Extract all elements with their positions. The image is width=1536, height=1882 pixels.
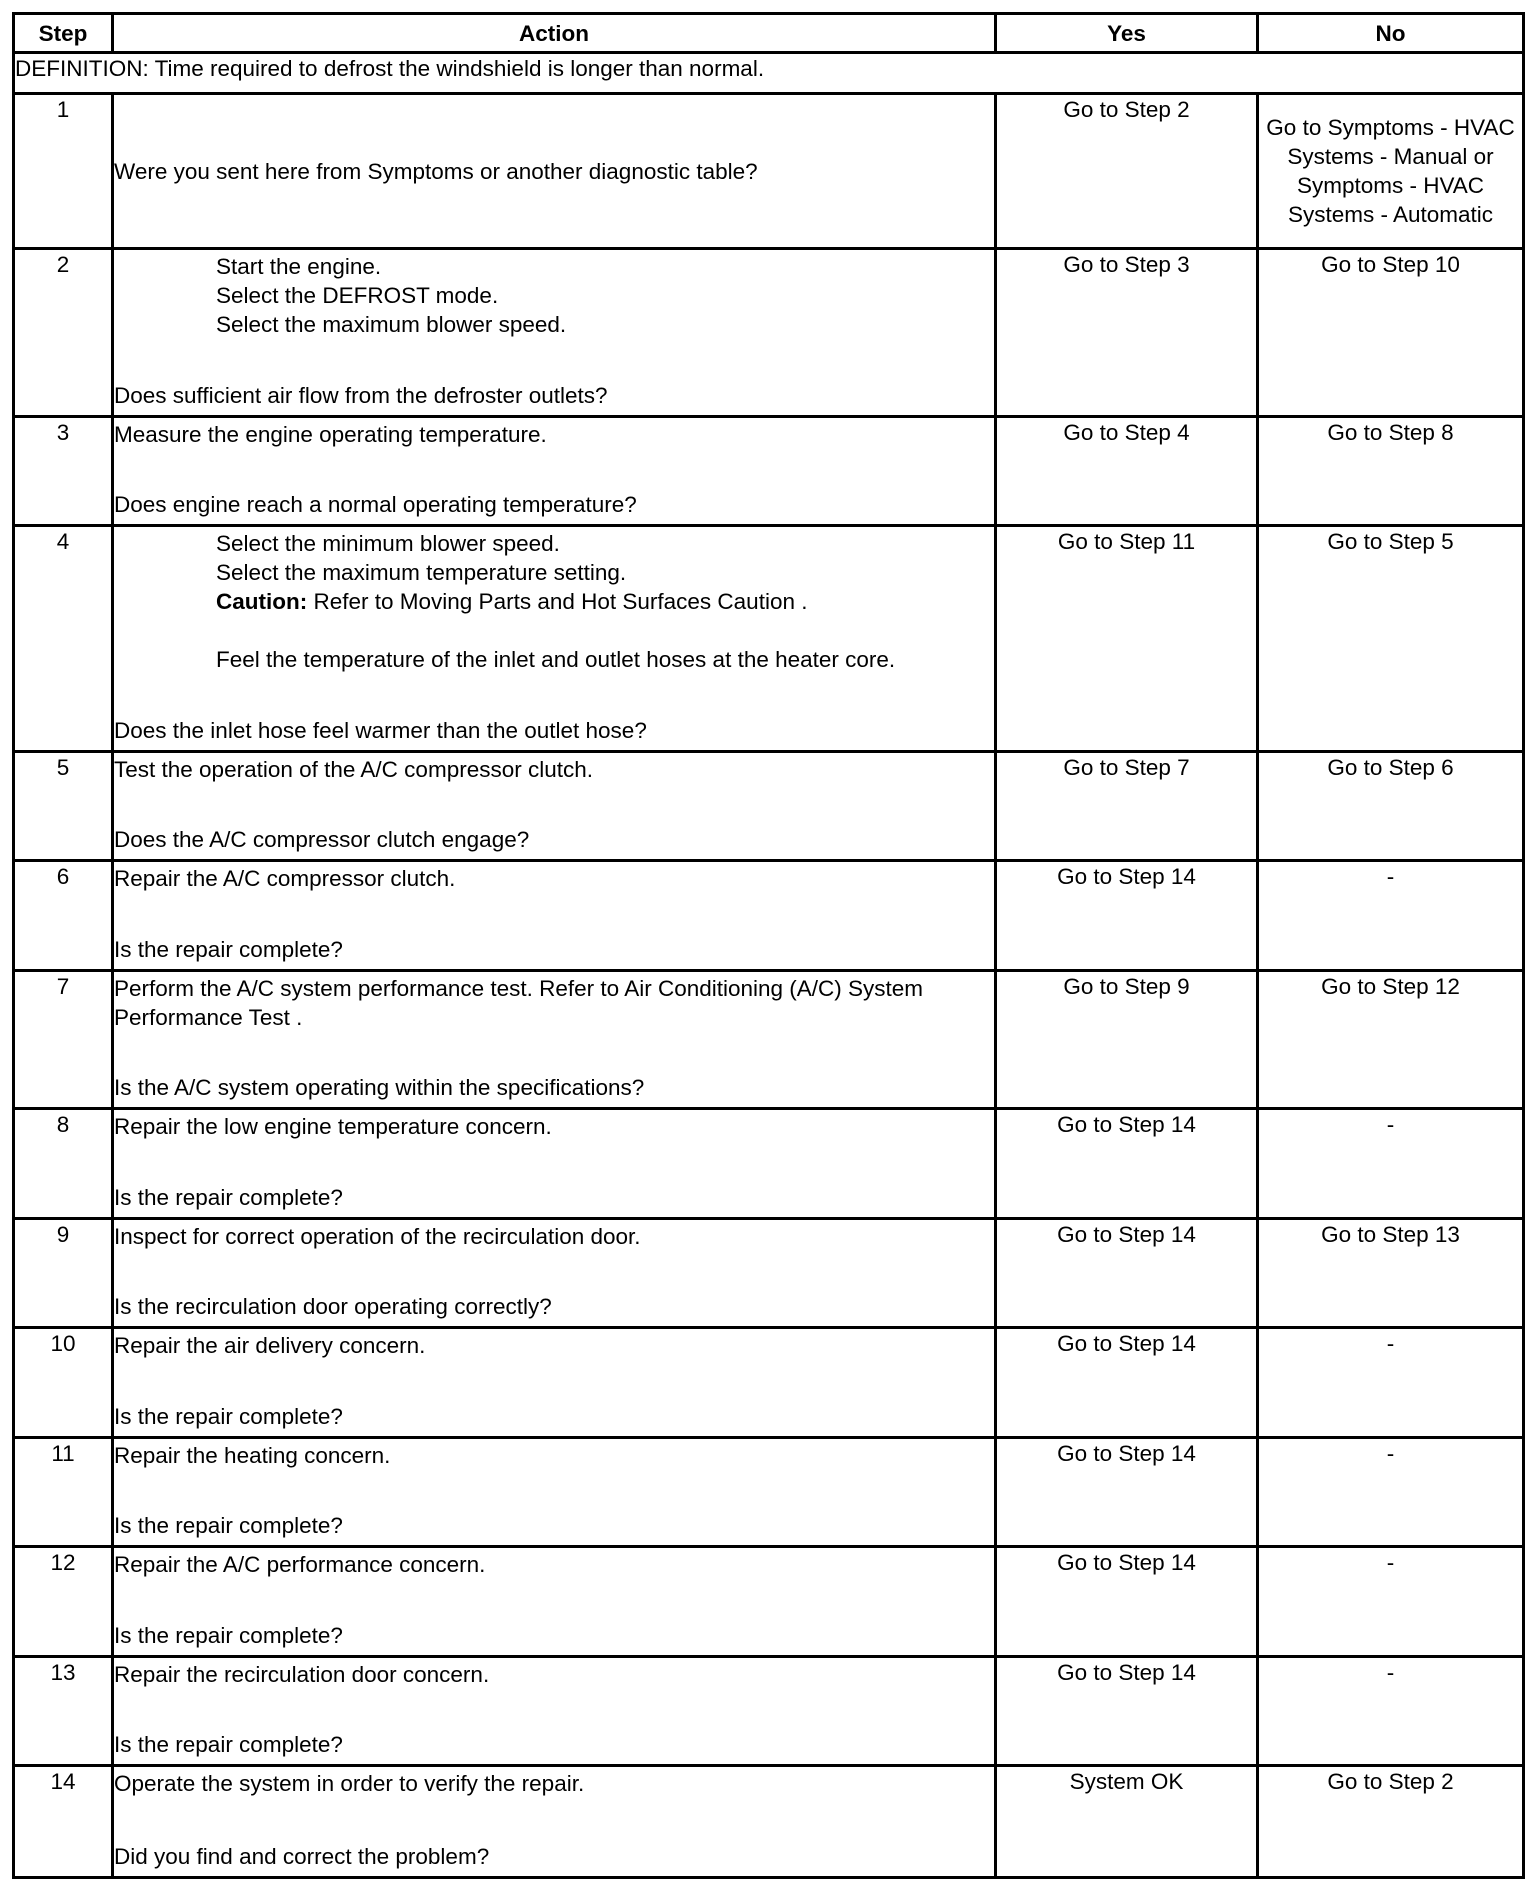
table-row <box>14 1766 1524 1878</box>
no-cell: - <box>1258 1657 1524 1766</box>
action-question: Is the repair complete? <box>114 1404 343 1429</box>
no-cell: - <box>1258 1109 1524 1219</box>
step-number: 11 <box>14 1438 113 1547</box>
step-number: 4 <box>14 526 113 752</box>
yes-cell: Go to Step 14 <box>996 1109 1258 1219</box>
action-cell <box>113 1219 996 1328</box>
no-cell: Go to Step 13 <box>1258 1219 1524 1328</box>
action-cell <box>113 1547 996 1657</box>
yes-cell: Go to Step 14 <box>996 1438 1258 1547</box>
action-cell <box>113 971 996 1109</box>
table-row <box>14 1219 1524 1328</box>
action-cell <box>113 417 996 526</box>
spacer <box>114 616 994 645</box>
action-instruction: Feel the temperature of the inlet and outlet hoses at the heater core. <box>216 647 896 672</box>
diagnostic-table <box>12 12 1525 1879</box>
action-text: Repair the A/C performance concern. <box>114 1552 486 1577</box>
no-cell: - <box>1258 1438 1524 1547</box>
step-number: 9 <box>14 1219 113 1328</box>
action-instruction: Select the DEFROST mode. <box>216 283 499 308</box>
no-cell: Go to Symptoms - HVAC Systems - Manual or Symptoms - HVAC Systems - Automatic <box>1258 94 1524 249</box>
no-cell: - <box>1258 1547 1524 1657</box>
step-number: 12 <box>14 1547 113 1657</box>
no-cell: Go to Step 8 <box>1258 417 1524 526</box>
no-cell: Go to Step 10 <box>1258 249 1524 417</box>
action-cell <box>113 1766 996 1878</box>
action-question: Is the repair complete? <box>114 937 343 962</box>
table-row <box>14 1438 1524 1547</box>
no-cell: - <box>1258 1328 1524 1438</box>
action-text: Inspect for correct operation of the recirculation door. <box>114 1224 641 1249</box>
table-row <box>14 249 1524 417</box>
yes-cell: Go to Step 9 <box>996 971 1258 1109</box>
yes-cell: Go to Step 14 <box>996 1219 1258 1328</box>
action-question: Is the repair complete? <box>114 1185 343 1210</box>
action-text: Repair the low engine temperature concern. <box>114 1114 552 1139</box>
caution-line <box>114 587 994 616</box>
header-row <box>14 14 1524 53</box>
table-row <box>14 526 1524 752</box>
yes-cell: Go to Step 14 <box>996 1328 1258 1438</box>
action-text: Measure the engine operating temperature. <box>114 422 547 447</box>
yes-cell: Go to Step 14 <box>996 1547 1258 1657</box>
yes-cell: Go to Step 7 <box>996 752 1258 861</box>
step-number: 14 <box>14 1766 113 1878</box>
action-cell <box>113 861 996 971</box>
step-number: 13 <box>14 1657 113 1766</box>
action-instruction: Start the engine. <box>216 254 382 279</box>
table-row <box>14 1657 1524 1766</box>
action-text: Repair the recirculation door concern. <box>114 1662 490 1687</box>
yes-cell: Go to Step 4 <box>996 417 1258 526</box>
action-text: Perform the A/C system performance test. Refer to Air Conditioning (A/C) System Performance Test . <box>114 976 924 1030</box>
action-question: Did you find and correct the problem? <box>114 1844 490 1869</box>
action-cell <box>113 94 996 249</box>
action-instruction: Select the maximum temperature setting. <box>216 560 627 585</box>
action-text: Operate the system in order to verify the repair. <box>114 1771 585 1796</box>
step-number: 6 <box>14 861 113 971</box>
yes-cell: System OK <box>996 1766 1258 1878</box>
action-cell <box>113 1438 996 1547</box>
action-question: Is the A/C system operating within the specifications? <box>114 1075 645 1100</box>
action-cell <box>113 1109 996 1219</box>
yes-cell: Go to Step 2 <box>996 94 1258 249</box>
caution-text: Refer to Moving Parts and Hot Surfaces Caution . <box>307 589 808 614</box>
table-row <box>14 861 1524 971</box>
yes-cell: Go to Step 14 <box>996 861 1258 971</box>
yes-cell: Go to Step 3 <box>996 249 1258 417</box>
action-question: Is the recirculation door operating correctly? <box>114 1294 552 1319</box>
action-text: Repair the air delivery concern. <box>114 1333 426 1358</box>
step-number: 5 <box>14 752 113 861</box>
action-instruction: Select the minimum blower speed. <box>216 531 560 556</box>
action-question: Were you sent here from Symptoms or another diagnostic table? <box>114 158 758 184</box>
action-question: Is the repair complete? <box>114 1623 343 1648</box>
action-instruction: Select the maximum blower speed. <box>216 312 567 337</box>
header-no: No <box>1258 14 1524 53</box>
no-cell: - <box>1258 861 1524 971</box>
table-row <box>14 1109 1524 1219</box>
action-question: Does engine reach a normal operating temperature? <box>114 492 637 517</box>
no-cell: Go to Step 6 <box>1258 752 1524 861</box>
action-question: Does sufficient air flow from the defroster outlets? <box>114 383 608 408</box>
header-action: Action <box>113 14 996 53</box>
action-cell <box>113 1328 996 1438</box>
table-row <box>14 94 1524 249</box>
step-number: 2 <box>14 249 113 417</box>
no-cell: Go to Step 12 <box>1258 971 1524 1109</box>
table-row <box>14 417 1524 526</box>
no-cell: Go to Step 5 <box>1258 526 1524 752</box>
action-cell <box>113 249 996 417</box>
action-text: Repair the heating concern. <box>114 1443 391 1468</box>
table-row <box>14 1547 1524 1657</box>
action-question: Is the repair complete? <box>114 1732 343 1757</box>
action-text: Repair the A/C compressor clutch. <box>114 866 456 891</box>
step-number: 3 <box>14 417 113 526</box>
definition-row <box>14 53 1524 94</box>
no-cell: Go to Step 2 <box>1258 1766 1524 1878</box>
action-question: Does the inlet hose feel warmer than the outlet hose? <box>114 718 647 743</box>
table-row <box>14 1328 1524 1438</box>
header-yes: Yes <box>996 14 1258 53</box>
action-question: Does the A/C compressor clutch engage? <box>114 827 530 852</box>
table-row <box>14 752 1524 861</box>
diagnostic-table-container <box>12 12 1522 1879</box>
action-text: Test the operation of the A/C compressor clutch. <box>114 757 593 782</box>
action-cell <box>113 752 996 861</box>
caution-label: Caution: <box>216 589 308 614</box>
step-number: 1 <box>14 94 113 249</box>
yes-cell: Go to Step 14 <box>996 1657 1258 1766</box>
action-cell <box>113 1657 996 1766</box>
table-row <box>14 971 1524 1109</box>
header-step: Step <box>14 14 113 53</box>
step-number: 10 <box>14 1328 113 1438</box>
step-number: 7 <box>14 971 113 1109</box>
yes-cell: Go to Step 11 <box>996 526 1258 752</box>
action-cell <box>113 526 996 752</box>
step-number: 8 <box>14 1109 113 1219</box>
definition-text: DEFINITION: Time required to defrost the windshield is longer than normal. <box>14 53 1524 94</box>
action-question: Is the repair complete? <box>114 1513 343 1538</box>
